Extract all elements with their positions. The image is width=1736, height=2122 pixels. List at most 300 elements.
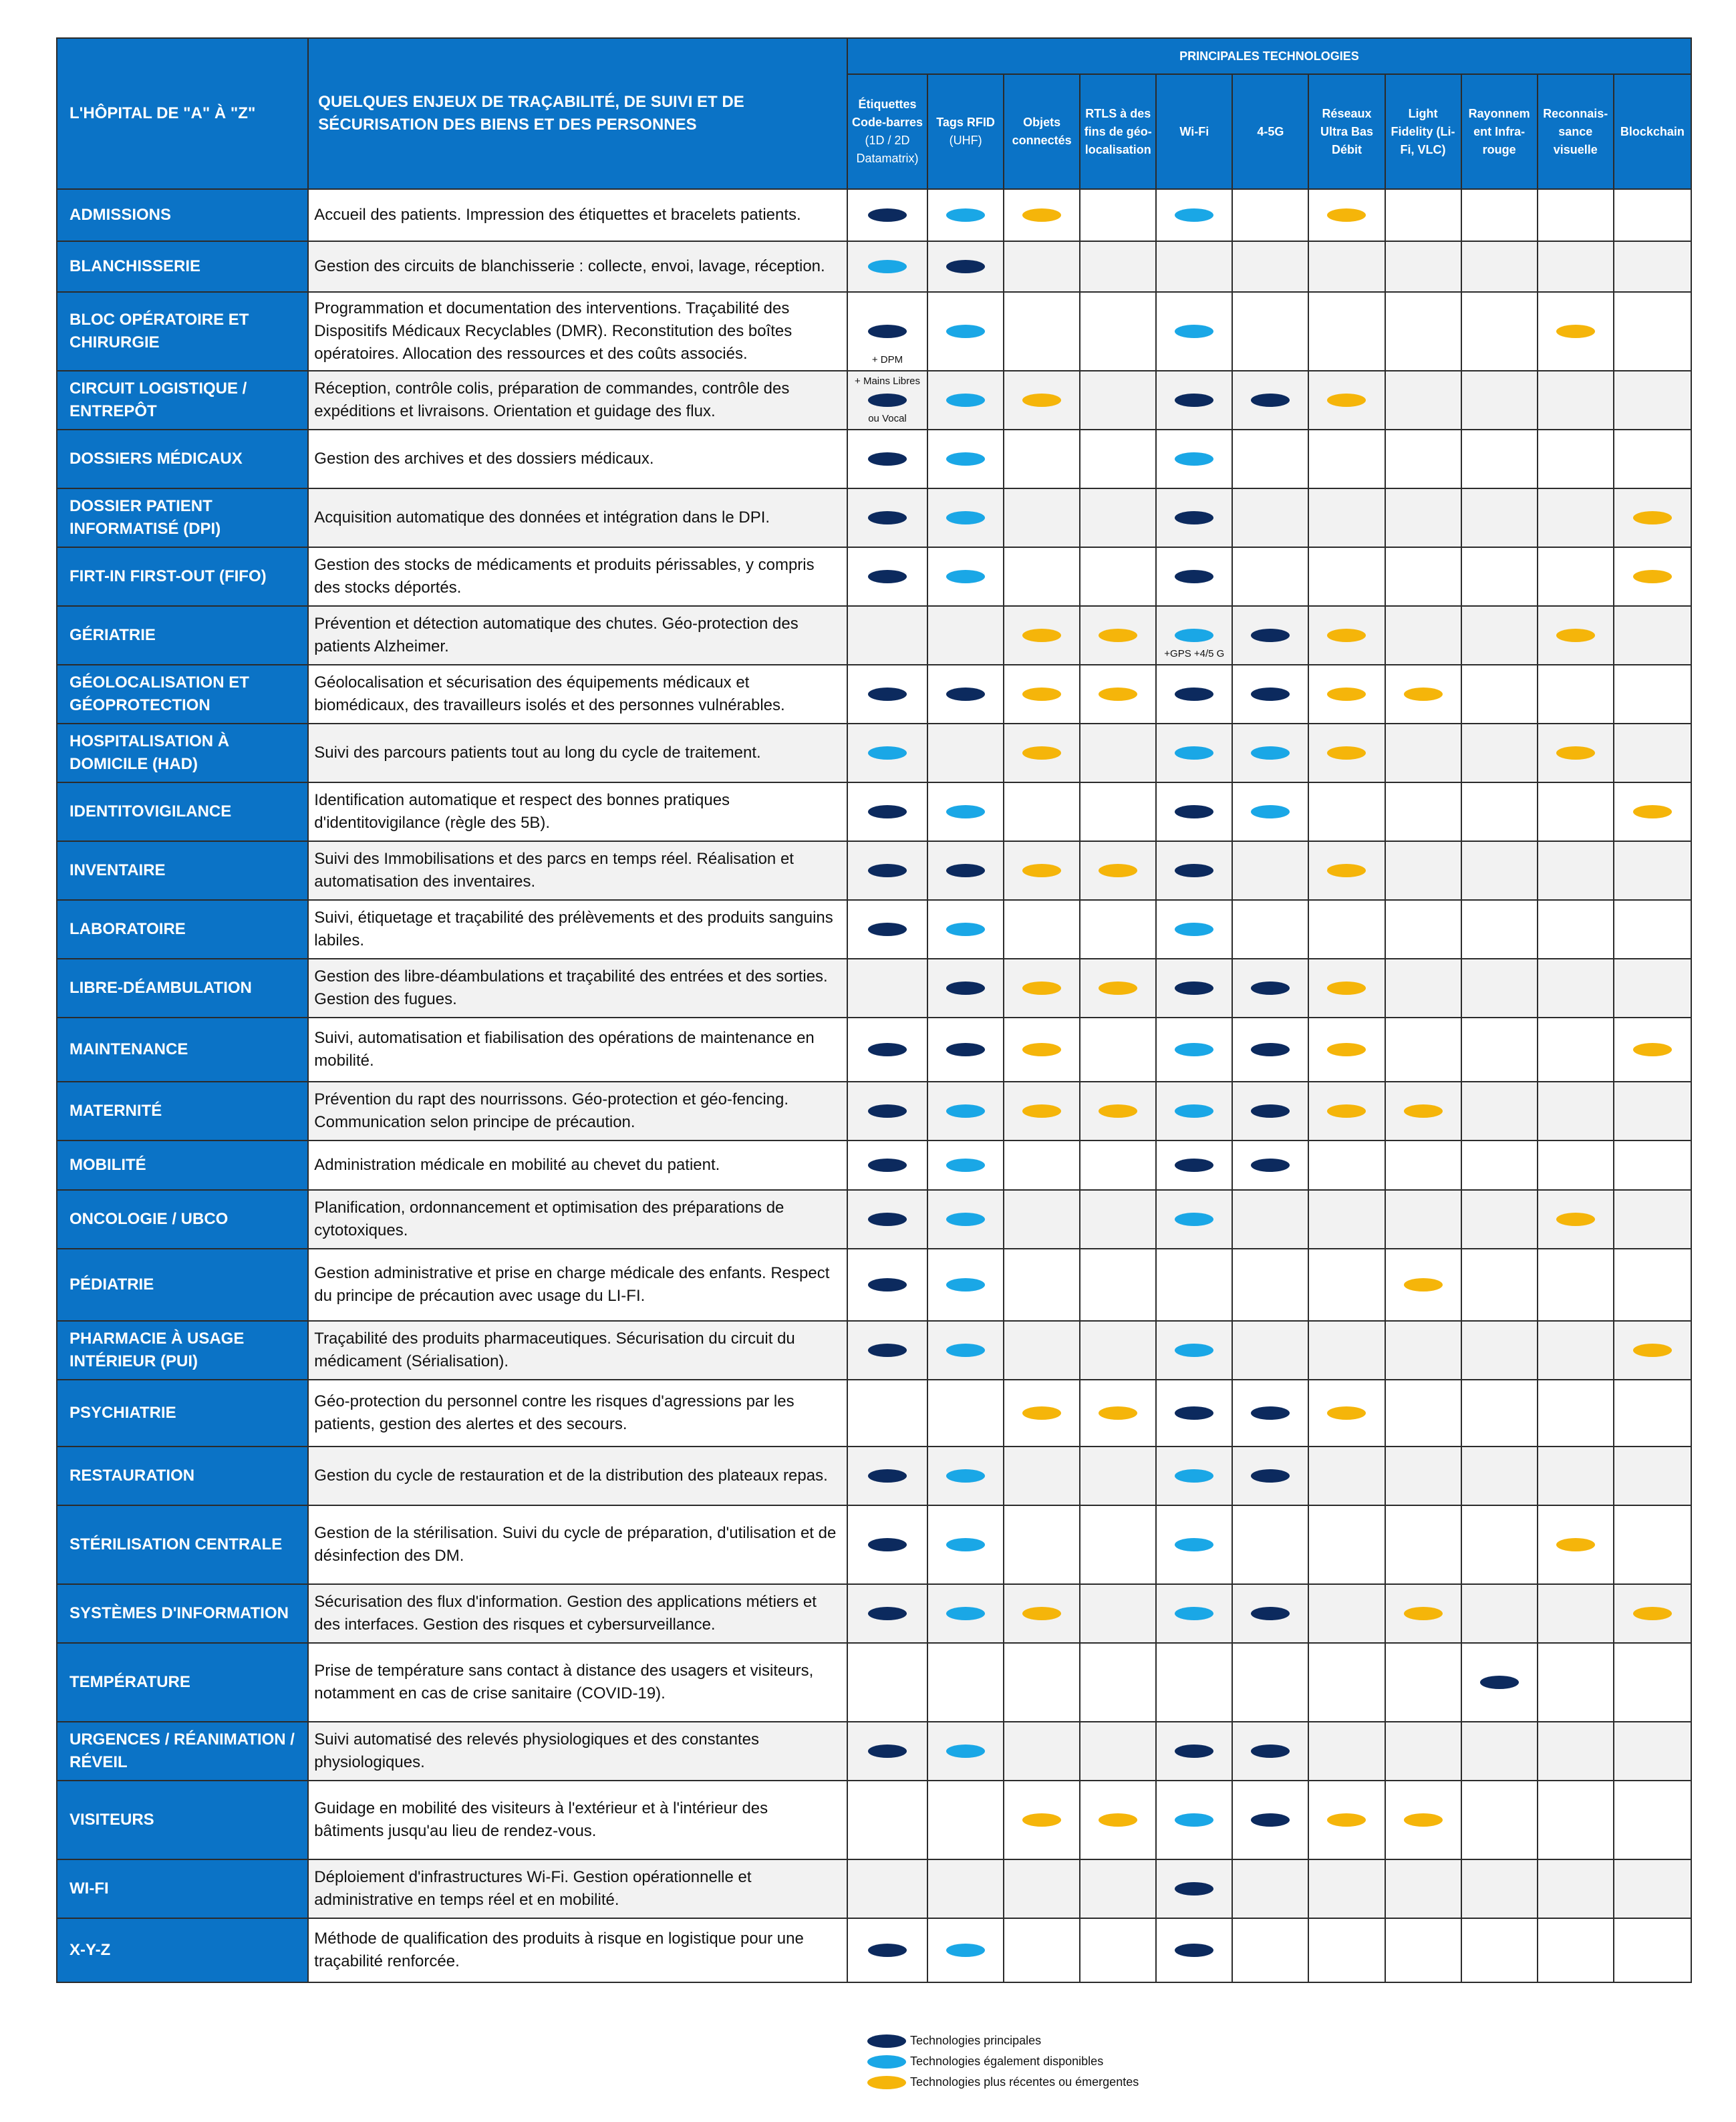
technology-cell [1232,782,1308,841]
technology-marker-emerg [1327,981,1366,995]
row-description: Déploiement d'infrastructures Wi-Fi. Gestion opérationnelle et administrative en temps réel et en mobilité. [308,1859,847,1918]
technology-cell [1004,1321,1080,1380]
technology-cell [1080,1918,1156,1982]
technology-cell [847,1380,927,1447]
row-label: BLANCHISSERIE [57,241,308,292]
technology-cell [1156,1321,1232,1380]
technology-cell [1156,292,1232,371]
technology-cell [1004,724,1080,782]
technology-marker-emerg [1327,1813,1366,1827]
technology-cell [1538,241,1614,292]
technology-marker-main [868,1104,907,1118]
technology-marker-main [1175,1882,1213,1896]
technology-marker-main [868,1607,907,1620]
technology-marker-avail [1175,923,1213,936]
technology-cell [1156,1380,1232,1447]
technology-cell [1004,900,1080,959]
technology-cell [927,606,1004,665]
row-description: Gestion des circuits de blanchisserie : collecte, envoi, lavage, réception. [308,241,847,292]
technology-marker-main [946,260,985,273]
technology-cell [847,1082,927,1141]
technology-marker-main [1251,1043,1290,1056]
technology-cell [1232,1447,1308,1505]
table-row [57,547,1691,606]
technology-cell [1461,1447,1538,1505]
technology-marker-avail [1175,746,1213,760]
technology-cell [1004,1190,1080,1249]
technology-marker-emerg [1099,864,1137,877]
technology-name: Blockchain [1620,124,1685,138]
technology-marker-main [868,1278,907,1292]
technology-cell [847,189,927,241]
technology-cell [1004,959,1080,1018]
table-row [57,724,1691,782]
technology-marker-emerg [1022,1104,1061,1118]
technology-cell [1308,1505,1385,1584]
technology-cell [847,1918,927,1982]
table-row [57,1380,1691,1447]
technology-marker-emerg [1022,981,1061,995]
technology-cell [1461,1859,1538,1918]
technology-cell [1385,1643,1461,1722]
technology-marker-main [868,688,907,701]
technology-cell [1614,1584,1691,1643]
technology-cell [1004,1584,1080,1643]
technology-cell [1308,1584,1385,1643]
technology-cell [1232,430,1308,488]
technology-cell [1461,1505,1538,1584]
technology-cell [847,547,927,606]
technology-marker-main [868,1043,907,1056]
technology-name: Reconnais-sance visuelle [1543,106,1608,156]
technology-name: RTLS à des fins de géo-localisation [1084,106,1152,156]
technology-marker-emerg [1327,629,1366,642]
technology-marker-avail [946,570,985,583]
column-header-hospital: L'HÔPITAL DE "A" À "Z" [57,38,308,189]
technology-cell [1614,547,1691,606]
row-description: Identification automatique et respect des bonnes pratiques d'identitovigilance (règle des 5B). [308,782,847,841]
row-label: WI-FI [57,1859,308,1918]
technology-marker-avail [1175,1469,1213,1483]
technology-cell [927,1249,1004,1321]
technology-cell [927,1781,1004,1859]
technology-cell [1004,1859,1080,1918]
row-description: Gestion du cycle de restauration et de la distribution des plateaux repas. [308,1447,847,1505]
technology-marker-main [868,923,907,936]
technology-cell [1004,1918,1080,1982]
legend-item [867,2030,1139,2051]
technology-marker-main [1251,1159,1290,1172]
technology-cell [847,606,927,665]
row-label: X-Y-Z [57,1918,308,1982]
technology-cell [927,488,1004,547]
row-label: STÉRILISATION CENTRALE [57,1505,308,1584]
technology-cell [1461,959,1538,1018]
technology-cell [1004,1018,1080,1082]
technology-cell [1080,606,1156,665]
technology-cell [1232,1190,1308,1249]
row-label: PSYCHIATRIE [57,1380,308,1447]
technology-cell [1385,1447,1461,1505]
technology-marker-emerg [1633,1344,1672,1357]
technology-cell [1308,371,1385,430]
technology-cell [1156,430,1232,488]
row-description: Suivi, automatisation et fiabilisation des opérations de maintenance en mobilité. [308,1018,847,1082]
technology-cell [1385,1018,1461,1082]
technology-cell [1156,841,1232,900]
technology-marker-emerg [1633,570,1672,583]
technology-cell [1004,371,1080,430]
technology-marker-main [1175,570,1213,583]
technology-marker-main [1175,394,1213,407]
technology-cell [1385,292,1461,371]
technology-cell [1385,606,1461,665]
technology-cell [1232,488,1308,547]
technology-cell [1080,1584,1156,1643]
technology-marker-emerg [1404,1607,1443,1620]
technology-marker-avail [1175,208,1213,222]
technology-cell [1080,1082,1156,1141]
technology-detail: (1D / 2D Datamatrix) [856,134,919,165]
technology-cell [1614,1505,1691,1584]
technology-marker-emerg [1556,629,1595,642]
row-label: HOSPITALISATION À DOMICILE (HAD) [57,724,308,782]
technology-marker-emerg [1327,688,1366,701]
technology-cell [847,1190,927,1249]
technology-cell [927,371,1004,430]
technology-cell [1080,1505,1156,1584]
technology-cell [1080,1249,1156,1321]
technology-cell [1232,724,1308,782]
table-row [57,1505,1691,1584]
technology-marker-avail [946,1104,985,1118]
technology-marker-emerg [1556,746,1595,760]
technology-cell [1385,547,1461,606]
technology-marker-avail [946,394,985,407]
technology-marker-avail [1175,1538,1213,1551]
technology-marker-emerg [1022,394,1061,407]
technology-cell [847,841,927,900]
technology-cell [847,1249,927,1321]
technology-cell [1004,1249,1080,1321]
technology-marker-main [946,1043,985,1056]
table-row [57,959,1691,1018]
technology-cell [1232,1781,1308,1859]
technology-marker-emerg [1022,1043,1061,1056]
technology-cell [1004,488,1080,547]
technology-marker-emerg [1556,1213,1595,1226]
technology-cell [1538,1447,1614,1505]
technology-cell [1308,430,1385,488]
row-description: Prise de température sans contact à distance des usagers et visiteurs, notamment en cas de crise sanitaire (COVID-19). [308,1643,847,1722]
technology-cell [1232,1643,1308,1722]
technology-cell [1614,1141,1691,1190]
technology-cell [1538,900,1614,959]
table-row [57,1918,1691,1982]
technology-cell [927,1082,1004,1141]
technology-cell [1461,189,1538,241]
technology-cell [1461,488,1538,547]
technology-header [1308,74,1385,189]
technology-marker-main [868,864,907,877]
row-description: Prévention du rapt des nourrissons. Géo-protection et géo-fencing. Communication selon principe de précaution. [308,1082,847,1141]
row-description: Gestion des archives et des dossiers médicaux. [308,430,847,488]
table-row [57,488,1691,547]
technology-marker-emerg [1633,805,1672,818]
technology-cell [1080,1722,1156,1781]
technology-marker-avail [946,1944,985,1957]
technology-cell [847,1722,927,1781]
technology-cell [1538,488,1614,547]
technology-cell [927,292,1004,371]
technology-cell [1080,900,1156,959]
technology-cell [1308,1321,1385,1380]
cell-note: + DPM [871,354,903,365]
legend-label: Technologies principales [910,2034,1042,2047]
technology-marker-emerg [1022,688,1061,701]
technology-cell [1080,371,1156,430]
row-description: Réception, contrôle colis, préparation de commandes, contrôle des expéditions et livraisons. Orientation et guidage des flux. [308,371,847,430]
technology-marker-avail [946,1538,985,1551]
technology-cell [1308,1447,1385,1505]
technology-marker-main [1175,864,1213,877]
technology-cell [1156,1722,1232,1781]
row-description: Géo-protection du personnel contre les risques d'agressions par les patients, gestion des alertes et des secours. [308,1380,847,1447]
technology-cell [1385,1321,1461,1380]
technology-cell [1461,292,1538,371]
technology-marker-main [1175,1159,1213,1172]
technology-cell [1156,371,1232,430]
technology-cell [1232,841,1308,900]
technology-cell [1004,430,1080,488]
technology-cell [1004,241,1080,292]
table-row [57,1781,1691,1859]
technology-marker-main [868,511,907,524]
technology-cell [927,1380,1004,1447]
technology-cell [1461,606,1538,665]
technology-cell [1156,900,1232,959]
technology-cell [1385,1082,1461,1141]
technology-cell [1385,241,1461,292]
technology-marker-emerg [1022,864,1061,877]
technology-cell [1461,1918,1538,1982]
technology-cell [847,1643,927,1722]
technology-cell [1080,292,1156,371]
technology-marker-emerg [1022,1607,1061,1620]
technology-cell [1308,547,1385,606]
technology-cell [1385,1584,1461,1643]
technology-cell [1232,606,1308,665]
technology-cell [1232,1321,1308,1380]
technology-cell [847,1141,927,1190]
technology-cell [1614,371,1691,430]
technology-marker-main [868,452,907,466]
technology-cell [1538,1321,1614,1380]
row-description: Suivi, étiquetage et traçabilité des prélèvements et des produits sanguins labiles. [308,900,847,959]
technology-cell [1614,189,1691,241]
technology-cell [1461,1722,1538,1781]
technology-cell [1461,1190,1538,1249]
technology-marker-main [1251,1469,1290,1483]
technology-cell [1614,724,1691,782]
technology-cell [1614,1082,1691,1141]
row-label: TEMPÉRATURE [57,1643,308,1722]
technology-cell [1385,488,1461,547]
column-group-technologies: PRINCIPALES TECHNOLOGIES [847,38,1691,74]
legend-marker [867,2055,906,2069]
row-label: CIRCUIT LOGISTIQUE / ENTREPÔT [57,371,308,430]
cell-note: + Mains Libres [855,375,920,387]
technology-name: Tags RFID [936,116,995,129]
legend-item [867,2072,1139,2093]
technology-cell [1156,241,1232,292]
row-description: Suivi des Immobilisations et des parcs en temps réel. Réalisation et automatisation des inventaires. [308,841,847,900]
technology-cell [1308,1643,1385,1722]
technology-cell [1080,241,1156,292]
technology-cell [1308,1722,1385,1781]
technology-cell [1461,430,1538,488]
technology-marker-avail [1251,746,1290,760]
technology-cell [1538,1584,1614,1643]
technology-marker-emerg [1022,208,1061,222]
technology-cell [1385,1249,1461,1321]
technology-cell [1461,724,1538,782]
technology-header [1156,74,1232,189]
technology-marker-emerg [1633,511,1672,524]
technology-cell [927,841,1004,900]
technology-cell [1156,1918,1232,1982]
technology-cell [1080,1321,1156,1380]
technology-marker-main [1251,688,1290,701]
technology-cell [1614,1722,1691,1781]
row-description: Suivi automatisé des relevés physiologiques et des constantes physiologiques. [308,1722,847,1781]
technology-cell [1232,900,1308,959]
technology-marker-avail [868,260,907,273]
technology-marker-main [1251,1745,1290,1758]
technology-cell [1461,547,1538,606]
technology-header [847,74,927,189]
technology-cell [1614,241,1691,292]
technology-cell [1385,665,1461,724]
technology-cell [1614,665,1691,724]
technology-cell [1538,1918,1614,1982]
row-description: Gestion des libre-déambulations et traçabilité des entrées et des sorties. Gestion des fugues. [308,959,847,1018]
technology-marker-avail [946,511,985,524]
technology-marker-avail [946,1213,985,1226]
technology-cell [1385,841,1461,900]
technology-cell [1308,1918,1385,1982]
technology-cell [1156,1447,1232,1505]
technology-cell [1156,1781,1232,1859]
technology-marker-main [868,1469,907,1483]
technology-cell [1232,665,1308,724]
technology-cell [1614,841,1691,900]
table-row [57,1190,1691,1249]
technology-cell [1461,1321,1538,1380]
technology-marker-main [1175,688,1213,701]
technology-cell [1232,371,1308,430]
row-label: PHARMACIE À USAGE INTÉRIEUR (PUI) [57,1321,308,1380]
row-label: IDENTITOVIGILANCE [57,782,308,841]
technology-cell [1156,782,1232,841]
technology-cell [847,1505,927,1584]
technology-cell [1080,782,1156,841]
technology-marker-avail [946,923,985,936]
technology-cell [1308,1141,1385,1190]
row-description: Prévention et détection automatique des chutes. Géo-protection des patients Alzheimer. [308,606,847,665]
row-description: Programmation et documentation des interventions. Traçabilité des Dispositifs Médicaux Recyclables (DMR). Reconstitution des boîtes opératoires. Allocation des ressources et des coûts associés. [308,292,847,371]
technology-cell [1308,1018,1385,1082]
technology-cell [1156,606,1232,665]
technology-cell [847,1321,927,1380]
technology-cell [1004,665,1080,724]
technology-cell [927,430,1004,488]
technology-cell [847,724,927,782]
technology-cell [1156,1141,1232,1190]
technology-cell [1461,900,1538,959]
technology-marker-avail [1175,1043,1213,1056]
technology-cell [1461,1141,1538,1190]
technology-cell [1385,1722,1461,1781]
technology-marker-main [868,1745,907,1758]
technology-cell [1080,1447,1156,1505]
technology-cell [1308,189,1385,241]
technology-cell [1538,1380,1614,1447]
technology-marker-main [1251,1406,1290,1420]
technology-cell [1232,292,1308,371]
technology-cell [1385,430,1461,488]
cell-note: +GPS +4/5 G [1164,648,1225,659]
technology-cell [1232,1249,1308,1321]
technology-cell [1080,665,1156,724]
technology-cell [1080,841,1156,900]
technology-marker-avail [946,325,985,338]
technology-header [1538,74,1614,189]
technology-marker-main [946,981,985,995]
technology-cell [927,1643,1004,1722]
technology-marker-main [1175,981,1213,995]
technology-marker-main [1251,394,1290,407]
technology-header [1004,74,1080,189]
technology-marker-emerg [1099,688,1137,701]
technology-cell [927,1321,1004,1380]
technology-name: Rayonnem ent Infra-rouge [1468,106,1530,156]
table-row [57,1859,1691,1918]
technology-cell [1232,1141,1308,1190]
technology-marker-emerg [1404,1278,1443,1292]
technology-cell [1232,1584,1308,1643]
technology-cell [847,430,927,488]
legend-item [867,2051,1139,2072]
technology-cell [1614,606,1691,665]
technology-cell [927,241,1004,292]
technology-marker-emerg [1327,1104,1366,1118]
technology-cell [1232,547,1308,606]
technology-marker-main [1251,1813,1290,1827]
technology-marker-main [868,570,907,583]
technology-cell [927,1584,1004,1643]
row-description: Traçabilité des produits pharmaceutiques. Sécurisation du circuit du médicament (Sérialisation). [308,1321,847,1380]
technology-marker-main [868,1213,907,1226]
technology-detail: (UHF) [949,134,982,147]
technology-marker-avail [1175,1104,1213,1118]
technology-cell [1385,1918,1461,1982]
technology-marker-emerg [1099,1104,1137,1118]
technology-marker-emerg [1022,1813,1061,1827]
technology-marker-main [946,864,985,877]
technology-marker-avail [1175,1213,1213,1226]
technology-cell [1614,292,1691,371]
